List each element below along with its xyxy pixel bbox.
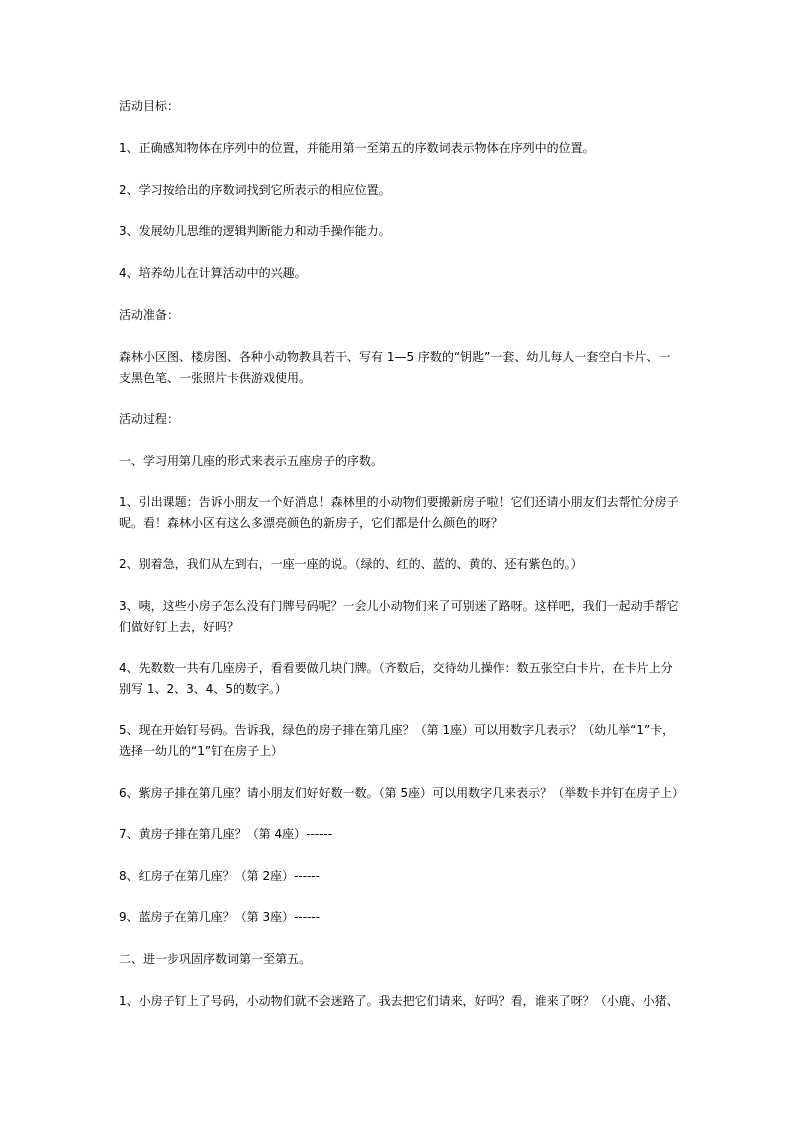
process-step-8: 8、红房子在第几座？（第 2座）------ bbox=[119, 869, 321, 883]
process-step-4: 4、先数数一共有几座房子，看看要做几块门牌。（齐数后，交待幼儿操作：数五张空白卡片，在卡片上分别写 1、2、3、4、5的数字。） bbox=[119, 661, 673, 696]
goal-item-2: 2、学习按给出的序数词找到它所表示的相应位置。 bbox=[119, 183, 391, 197]
heading-activity-preparation: 活动准备： bbox=[119, 308, 180, 322]
section-two-heading: 二、进一步巩固序数词第一至第五。 bbox=[119, 952, 312, 966]
process-step-1: 1、引出课题：告诉小朋友一个好消息！森林里的小动物们要搬新房子啦！它们还请小朋友们去帮忙分房子呢。看！森林小区有这么多漂亮颜色的新房子，它们都是什么颜色的呀？ bbox=[119, 495, 679, 530]
process-step-7: 7、黄房子排在第几座？（第 4座）------ bbox=[119, 827, 333, 841]
goal-item-4: 4、培养幼儿在计算活动中的兴趣。 bbox=[119, 266, 307, 280]
process-step-6: 6、紫房子排在第几座？请小朋友们好好数一数。（第 5座）可以用数字几来表示？（举数卡并钉在房子上） bbox=[119, 786, 685, 800]
goal-item-3: 3、发展幼儿思维的逻辑判断能力和动手操作能力。 bbox=[119, 224, 391, 238]
goal-item-1: 1、正确感知物体在序列中的位置，并能用第一至第五的序数词表示物体在序列中的位置。 bbox=[119, 141, 595, 155]
preparation-text: 森林小区图、楼房图、各种小动物教具若干、写有 1—5 序数的“钥匙”一套、幼儿每人一套空白卡片、一支黑色笔、一张照片卡供游戏使用。 bbox=[119, 350, 671, 385]
process-step-2: 2、别着急，我们从左到右，一座一座的说。（绿的、红的、蓝的、黄的、还有紫色的。） bbox=[119, 557, 583, 571]
section-one-heading: 一、学习用第几座的形式来表示五座房子的序数。 bbox=[119, 454, 384, 468]
section-two-step-1: 1、小房子钉上了号码，小动物们就不会迷路了。我去把它们请来，好吗？看，谁来了呀？（小鹿、小猪、 bbox=[119, 994, 679, 1008]
heading-activity-process: 活动过程： bbox=[119, 412, 180, 426]
heading-activity-goals: 活动目标： bbox=[119, 99, 180, 113]
process-step-3: 3、咦，这些小房子怎么没有门牌号码呢？一会儿小动物们来了可别迷了路呀。这样吧，我们一起动手帮它们做好钉上去，好吗？ bbox=[119, 599, 679, 634]
process-step-5: 5、现在开始钉号码。告诉我，绿色的房子排在第几座？（第 1座）可以用数字几表示？（幼儿举“1”卡，选择一幼儿的“1”钉在房子上） bbox=[119, 723, 675, 758]
process-step-9: 9、蓝房子在第几座？（第 3座）------ bbox=[119, 910, 321, 924]
